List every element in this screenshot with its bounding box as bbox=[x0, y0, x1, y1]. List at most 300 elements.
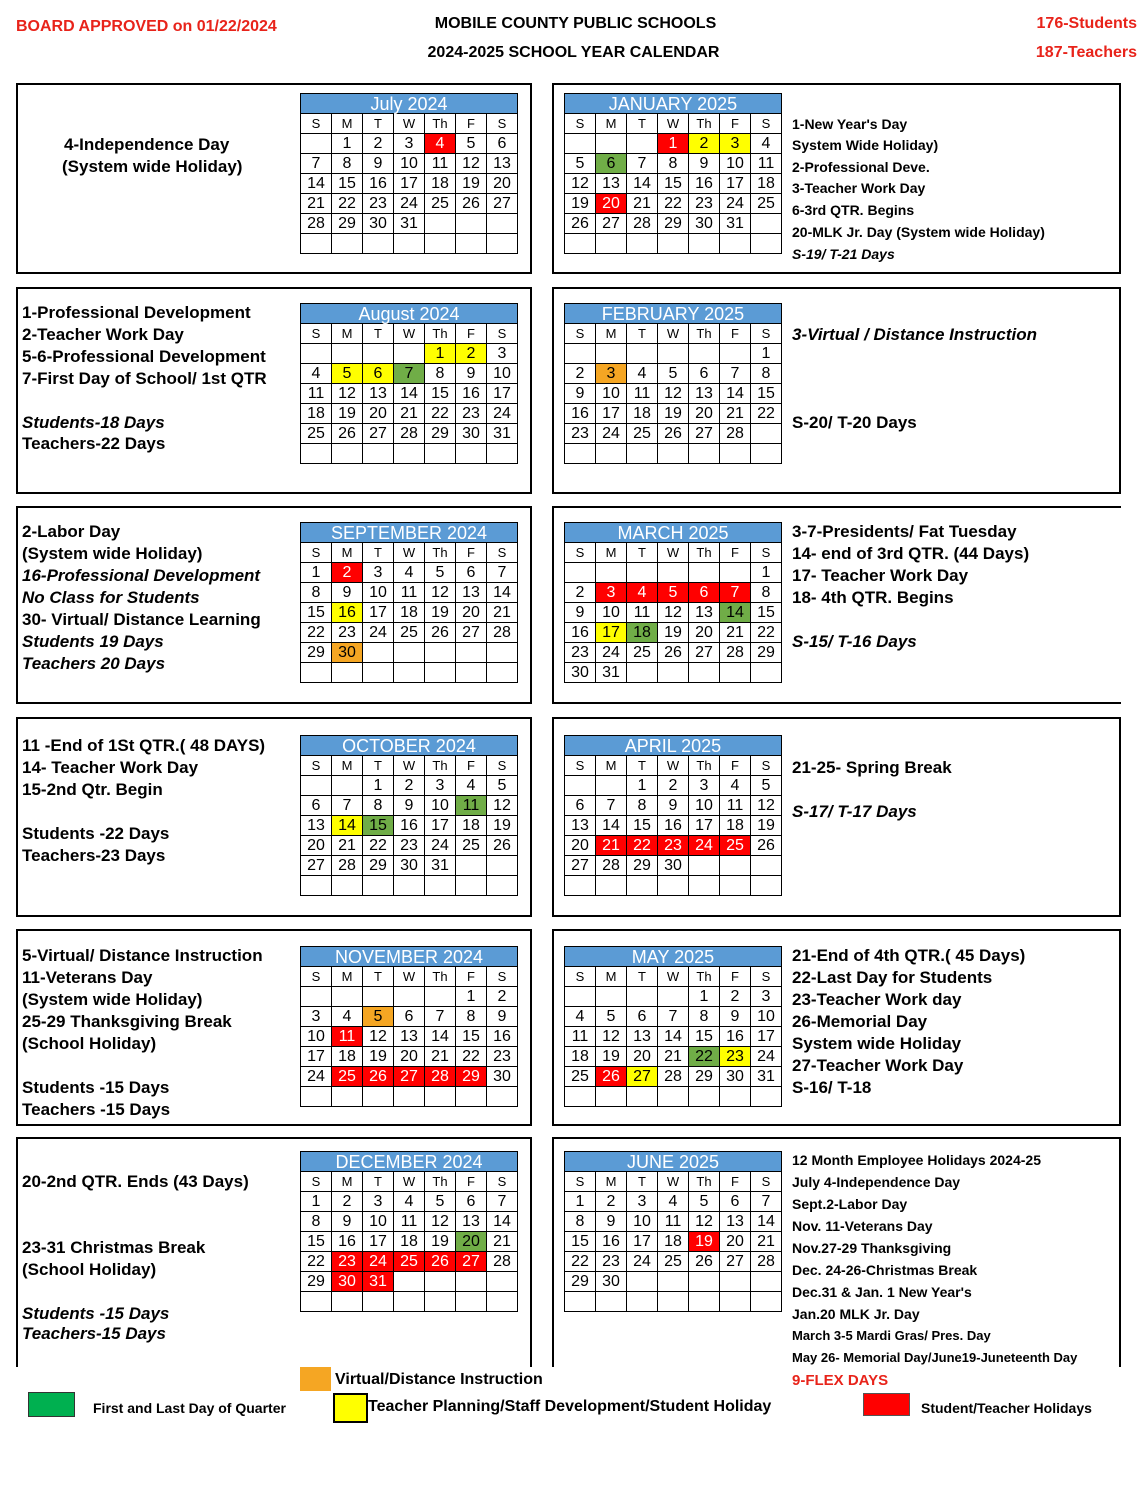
empty-cell bbox=[658, 1292, 689, 1312]
day-header: T bbox=[363, 756, 394, 776]
day-cell: 19 bbox=[363, 1047, 394, 1067]
day-cell: 30 bbox=[332, 1272, 363, 1292]
legend-swatch-planning bbox=[333, 1393, 368, 1423]
empty-cell bbox=[720, 876, 751, 896]
calendar-dec bbox=[300, 1151, 518, 1312]
day-cell: 5 bbox=[487, 776, 518, 796]
note-sep-4: 30- Virtual/ Distance Learning bbox=[22, 610, 261, 629]
day-cell: 10 bbox=[596, 384, 627, 404]
day-cell: 13 bbox=[596, 174, 627, 194]
day-cell: 20 bbox=[596, 194, 627, 214]
day-cell: 14 bbox=[487, 583, 518, 603]
day-cell: 20 bbox=[394, 1047, 425, 1067]
month-title-jan: JANUARY 2025 bbox=[564, 93, 782, 113]
empty-cell bbox=[487, 444, 518, 464]
day-cell: 8 bbox=[658, 154, 689, 174]
day-cell: 31 bbox=[425, 856, 456, 876]
day-cell: 12 bbox=[751, 796, 782, 816]
legend-swatch-virtual bbox=[300, 1367, 331, 1391]
day-cell: 15 bbox=[332, 174, 363, 194]
week-row bbox=[301, 154, 518, 174]
note-aug-3: 7-First Day of School/ 1st QTR bbox=[22, 369, 267, 388]
month-title-dec: DECEMBER 2024 bbox=[300, 1151, 518, 1171]
note-jun-6: Dec.31 & Jan. 1 New Year's bbox=[792, 1284, 972, 1300]
note-jun-4: Nov.27-29 Thanksgiving bbox=[792, 1240, 952, 1256]
day-cell: 2 bbox=[565, 364, 596, 384]
day-cell: 6 bbox=[596, 154, 627, 174]
note-dec-2: (School Holiday) bbox=[22, 1260, 157, 1279]
empty-cell bbox=[689, 344, 720, 364]
page-title: MOBILE COUNTY PUBLIC SCHOOLS bbox=[434, 15, 717, 32]
day-cell: 14 bbox=[425, 1027, 456, 1047]
empty-cell bbox=[487, 856, 518, 876]
day-cell: 8 bbox=[332, 154, 363, 174]
day-cell: 25 bbox=[332, 1067, 363, 1087]
day-cell: 2 bbox=[720, 987, 751, 1007]
day-cell: 2 bbox=[565, 583, 596, 603]
day-cell: 28 bbox=[627, 214, 658, 234]
day-cell: 12 bbox=[363, 1027, 394, 1047]
day-cell: 26 bbox=[751, 836, 782, 856]
day-cell: 9 bbox=[394, 796, 425, 816]
note-jan-5: 20-MLK Jr. Day (System wide Holiday) bbox=[792, 224, 1045, 240]
week-row bbox=[301, 776, 518, 796]
day-cell: 23 bbox=[456, 404, 487, 424]
empty-cell bbox=[596, 563, 627, 583]
note-jan-3: 3-Teacher Work Day bbox=[792, 180, 926, 196]
note-mar-0: 3-7-Presidents/ Fat Tuesday bbox=[792, 522, 1017, 541]
week-row bbox=[565, 563, 782, 583]
day-cell: 4 bbox=[565, 1007, 596, 1027]
day-cell: 27 bbox=[456, 1252, 487, 1272]
day-cell: 6 bbox=[689, 364, 720, 384]
day-cell: 23 bbox=[565, 643, 596, 663]
day-cell: 27 bbox=[565, 856, 596, 876]
day-cell: 8 bbox=[751, 583, 782, 603]
empty-cell bbox=[394, 444, 425, 464]
note-dec-3: Students -15 Days bbox=[22, 1304, 170, 1323]
day-cell: 3 bbox=[394, 134, 425, 154]
day-cell: 17 bbox=[596, 404, 627, 424]
empty-cell bbox=[487, 214, 518, 234]
day-cell: 24 bbox=[751, 1047, 782, 1067]
empty-cell bbox=[487, 663, 518, 683]
day-cell: 1 bbox=[689, 987, 720, 1007]
day-cell: 9 bbox=[565, 384, 596, 404]
note-nov-0: 5-Virtual/ Distance Instruction bbox=[22, 946, 263, 965]
empty-cell bbox=[658, 444, 689, 464]
day-cell: 22 bbox=[456, 1047, 487, 1067]
day-cell: 1 bbox=[301, 1192, 332, 1212]
day-cell: 12 bbox=[658, 384, 689, 404]
note-mar-4: S-15/ T-16 Days bbox=[792, 632, 917, 651]
day-header: T bbox=[363, 543, 394, 563]
month-title-may: MAY 2025 bbox=[564, 946, 782, 966]
day-header: F bbox=[456, 324, 487, 344]
week-row bbox=[565, 154, 782, 174]
empty-cell bbox=[565, 563, 596, 583]
empty-cell bbox=[425, 643, 456, 663]
day-cell: 14 bbox=[751, 1212, 782, 1232]
day-cell: 9 bbox=[363, 154, 394, 174]
empty-cell bbox=[456, 643, 487, 663]
day-cell: 9 bbox=[689, 154, 720, 174]
day-header: T bbox=[627, 967, 658, 987]
calendar-grid bbox=[564, 542, 782, 683]
day-cell: 22 bbox=[751, 623, 782, 643]
day-cell: 19 bbox=[487, 816, 518, 836]
day-cell: 8 bbox=[301, 1212, 332, 1232]
day-cell: 9 bbox=[332, 1212, 363, 1232]
day-cell: 4 bbox=[394, 1192, 425, 1212]
day-header: T bbox=[627, 1172, 658, 1192]
empty-cell bbox=[596, 234, 627, 254]
day-cell: 6 bbox=[301, 796, 332, 816]
day-cell: 9 bbox=[332, 583, 363, 603]
day-cell: 7 bbox=[487, 1192, 518, 1212]
day-header: T bbox=[627, 114, 658, 134]
calendar-grid bbox=[564, 113, 782, 254]
day-header: F bbox=[720, 756, 751, 776]
day-cell: 28 bbox=[720, 424, 751, 444]
day-header: W bbox=[394, 756, 425, 776]
day-header: T bbox=[363, 114, 394, 134]
empty-cell bbox=[301, 134, 332, 154]
day-cell: 22 bbox=[301, 1252, 332, 1272]
note-jun-9: May 26- Memorial Day/June19-Juneteenth Day bbox=[792, 1350, 1078, 1365]
day-cell: 25 bbox=[720, 836, 751, 856]
week-row bbox=[565, 1192, 782, 1212]
week-row bbox=[301, 1212, 518, 1232]
day-cell: 10 bbox=[363, 1212, 394, 1232]
day-cell: 18 bbox=[301, 404, 332, 424]
day-cell: 5 bbox=[689, 1192, 720, 1212]
note-aug-4: Students-18 Days bbox=[22, 413, 165, 432]
day-cell: 24 bbox=[596, 424, 627, 444]
day-cell: 19 bbox=[456, 174, 487, 194]
day-cell: 16 bbox=[332, 603, 363, 623]
day-header: S bbox=[751, 114, 782, 134]
calendar-jun bbox=[564, 1151, 782, 1312]
day-cell: 12 bbox=[425, 583, 456, 603]
empty-cell bbox=[751, 1292, 782, 1312]
day-cell: 18 bbox=[627, 404, 658, 424]
note-jan-1: System Wide Holiday) bbox=[792, 137, 939, 153]
legend-planning-label: Teacher Planning/Staff Development/Student Holiday bbox=[368, 1398, 772, 1415]
day-cell: 24 bbox=[394, 194, 425, 214]
empty-cell bbox=[751, 856, 782, 876]
day-cell: 10 bbox=[751, 1007, 782, 1027]
empty-cell bbox=[301, 987, 332, 1007]
day-header: S bbox=[487, 756, 518, 776]
day-cell: 6 bbox=[363, 364, 394, 384]
empty-cell bbox=[363, 444, 394, 464]
day-cell: 19 bbox=[751, 816, 782, 836]
day-cell: 3 bbox=[751, 987, 782, 1007]
day-cell: 15 bbox=[751, 384, 782, 404]
calendar-aug bbox=[300, 303, 518, 464]
day-cell: 8 bbox=[425, 364, 456, 384]
note-nov-3: 25-29 Thanksgiving Break bbox=[22, 1012, 232, 1031]
empty-cell bbox=[394, 663, 425, 683]
day-cell: 5 bbox=[658, 583, 689, 603]
week-row bbox=[565, 987, 782, 1007]
day-cell: 18 bbox=[751, 174, 782, 194]
day-cell: 26 bbox=[425, 1252, 456, 1272]
empty-cell bbox=[565, 876, 596, 896]
day-cell: 24 bbox=[627, 1252, 658, 1272]
empty-cell bbox=[487, 1292, 518, 1312]
day-cell: 25 bbox=[456, 836, 487, 856]
day-header: S bbox=[301, 324, 332, 344]
day-cell: 1 bbox=[658, 134, 689, 154]
day-cell: 6 bbox=[720, 1192, 751, 1212]
note-nov-6: Teachers -15 Days bbox=[22, 1100, 171, 1119]
day-header: Th bbox=[425, 967, 456, 987]
day-header: F bbox=[720, 114, 751, 134]
calendar-jul bbox=[300, 93, 518, 254]
empty-cell bbox=[751, 424, 782, 444]
day-cell: 4 bbox=[720, 776, 751, 796]
day-header: W bbox=[658, 543, 689, 563]
empty-cell bbox=[751, 876, 782, 896]
day-cell: 2 bbox=[456, 344, 487, 364]
calendar-nov bbox=[300, 946, 518, 1107]
note-mar-2: 17- Teacher Work Day bbox=[792, 566, 969, 585]
week-row bbox=[565, 1027, 782, 1047]
day-cell: 15 bbox=[363, 816, 394, 836]
empty-cell bbox=[720, 1272, 751, 1292]
empty-cell bbox=[689, 663, 720, 683]
calendar-apr bbox=[564, 735, 782, 896]
week-row bbox=[301, 623, 518, 643]
day-cell: 17 bbox=[720, 174, 751, 194]
day-cell: 16 bbox=[394, 816, 425, 836]
empty-cell bbox=[394, 1087, 425, 1107]
day-cell: 26 bbox=[658, 424, 689, 444]
day-cell: 3 bbox=[301, 1007, 332, 1027]
empty-cell bbox=[565, 776, 596, 796]
day-cell: 14 bbox=[394, 384, 425, 404]
empty-cell bbox=[456, 1292, 487, 1312]
week-row bbox=[565, 623, 782, 643]
day-cell: 26 bbox=[425, 623, 456, 643]
day-cell: 22 bbox=[332, 194, 363, 214]
day-cell: 28 bbox=[658, 1067, 689, 1087]
day-header: M bbox=[332, 756, 363, 776]
day-cell: 3 bbox=[596, 364, 627, 384]
day-cell: 1 bbox=[363, 776, 394, 796]
note-jan-6: S-19/ T-21 Days bbox=[792, 246, 895, 262]
week-row bbox=[301, 194, 518, 214]
day-header: Th bbox=[689, 1172, 720, 1192]
note-oct-0: 11 -End of 1St QTR.( 48 DAYS) bbox=[22, 736, 266, 755]
day-cell: 7 bbox=[487, 563, 518, 583]
day-cell: 4 bbox=[301, 364, 332, 384]
day-header: W bbox=[658, 756, 689, 776]
day-header: S bbox=[565, 1172, 596, 1192]
day-cell: 30 bbox=[332, 643, 363, 663]
note-jan-0: 1-New Year's Day bbox=[792, 116, 908, 132]
day-cell: 9 bbox=[487, 1007, 518, 1027]
day-cell: 20 bbox=[689, 623, 720, 643]
week-row bbox=[301, 583, 518, 603]
day-cell: 7 bbox=[658, 1007, 689, 1027]
day-cell: 26 bbox=[487, 836, 518, 856]
empty-cell bbox=[425, 987, 456, 1007]
day-cell: 23 bbox=[565, 424, 596, 444]
week-row bbox=[301, 856, 518, 876]
day-cell: 7 bbox=[720, 583, 751, 603]
day-cell: 22 bbox=[751, 404, 782, 424]
day-header: M bbox=[332, 543, 363, 563]
day-cell: 27 bbox=[394, 1067, 425, 1087]
empty-cell bbox=[751, 214, 782, 234]
day-cell: 25 bbox=[627, 643, 658, 663]
day-cell: 16 bbox=[332, 1232, 363, 1252]
day-cell: 31 bbox=[363, 1272, 394, 1292]
empty-cell bbox=[565, 344, 596, 364]
day-cell: 27 bbox=[487, 194, 518, 214]
empty-cell bbox=[301, 1087, 332, 1107]
day-cell: 13 bbox=[363, 384, 394, 404]
day-cell: 4 bbox=[751, 134, 782, 154]
empty-cell bbox=[456, 663, 487, 683]
week-row bbox=[565, 1087, 782, 1107]
day-cell: 14 bbox=[332, 816, 363, 836]
day-cell: 31 bbox=[596, 663, 627, 683]
day-cell: 28 bbox=[487, 623, 518, 643]
day-cell: 25 bbox=[425, 194, 456, 214]
day-cell: 12 bbox=[332, 384, 363, 404]
day-cell: 1 bbox=[565, 1192, 596, 1212]
day-cell: 31 bbox=[394, 214, 425, 234]
day-cell: 17 bbox=[751, 1027, 782, 1047]
day-header: S bbox=[301, 967, 332, 987]
day-cell: 5 bbox=[425, 563, 456, 583]
month-title-sep: SEPTEMBER 2024 bbox=[300, 522, 518, 542]
day-cell: 23 bbox=[363, 194, 394, 214]
day-cell: 23 bbox=[394, 836, 425, 856]
empty-cell bbox=[720, 344, 751, 364]
month-title-jun: JUNE 2025 bbox=[564, 1151, 782, 1171]
note-mar-1: 14- end of 3rd QTR. (44 Days) bbox=[792, 544, 1030, 563]
day-cell: 30 bbox=[565, 663, 596, 683]
empty-cell bbox=[565, 234, 596, 254]
empty-cell bbox=[565, 444, 596, 464]
empty-cell bbox=[596, 987, 627, 1007]
week-row bbox=[565, 404, 782, 424]
note-jul-1: (System wide Holiday) bbox=[62, 157, 243, 176]
day-cell: 19 bbox=[332, 404, 363, 424]
note-nov-5: Students -15 Days bbox=[22, 1078, 170, 1097]
week-row bbox=[301, 1027, 518, 1047]
day-cell: 29 bbox=[301, 643, 332, 663]
day-cell: 16 bbox=[658, 816, 689, 836]
day-cell: 2 bbox=[363, 134, 394, 154]
day-cell: 14 bbox=[658, 1027, 689, 1047]
day-header: F bbox=[456, 114, 487, 134]
day-header: T bbox=[363, 967, 394, 987]
empty-cell bbox=[720, 234, 751, 254]
day-cell: 31 bbox=[720, 214, 751, 234]
note-jun-8: March 3-5 Mardi Gras/ Pres. Day bbox=[792, 1328, 991, 1343]
empty-cell bbox=[627, 1272, 658, 1292]
day-cell: 3 bbox=[596, 583, 627, 603]
day-cell: 29 bbox=[425, 424, 456, 444]
empty-cell bbox=[425, 1272, 456, 1292]
day-cell: 26 bbox=[332, 424, 363, 444]
day-cell: 17 bbox=[487, 384, 518, 404]
day-cell: 11 bbox=[751, 154, 782, 174]
day-cell: 26 bbox=[658, 643, 689, 663]
day-cell: 9 bbox=[658, 796, 689, 816]
empty-cell bbox=[720, 1292, 751, 1312]
legend-swatch-quarter bbox=[28, 1392, 75, 1417]
day-cell: 18 bbox=[425, 174, 456, 194]
day-header: M bbox=[332, 1172, 363, 1192]
week-row bbox=[301, 643, 518, 663]
day-cell: 22 bbox=[689, 1047, 720, 1067]
day-header: S bbox=[565, 114, 596, 134]
week-row bbox=[301, 987, 518, 1007]
empty-cell bbox=[627, 563, 658, 583]
note-aug-1: 2-Teacher Work Day bbox=[22, 325, 184, 344]
note-jan-4: 6-3rd QTR. Begins bbox=[792, 202, 915, 218]
note-oct-3: Students -22 Days bbox=[22, 824, 170, 843]
note-may-2: 23-Teacher Work day bbox=[792, 990, 962, 1009]
empty-cell bbox=[425, 1292, 456, 1312]
week-row bbox=[301, 1087, 518, 1107]
empty-cell bbox=[658, 1272, 689, 1292]
day-cell: 7 bbox=[425, 1007, 456, 1027]
week-row bbox=[565, 663, 782, 683]
day-cell: 1 bbox=[425, 344, 456, 364]
day-header: F bbox=[456, 1172, 487, 1192]
day-header: W bbox=[394, 324, 425, 344]
day-cell: 2 bbox=[332, 563, 363, 583]
day-cell: 11 bbox=[627, 384, 658, 404]
day-header: T bbox=[363, 324, 394, 344]
day-cell: 13 bbox=[627, 1027, 658, 1047]
week-row bbox=[565, 344, 782, 364]
day-cell: 14 bbox=[596, 816, 627, 836]
week-row bbox=[565, 816, 782, 836]
day-cell: 13 bbox=[301, 816, 332, 836]
day-cell: 14 bbox=[487, 1212, 518, 1232]
day-header: S bbox=[751, 324, 782, 344]
empty-cell bbox=[394, 234, 425, 254]
day-cell: 28 bbox=[425, 1067, 456, 1087]
day-header: S bbox=[301, 1172, 332, 1192]
day-cell: 26 bbox=[456, 194, 487, 214]
week-row bbox=[565, 1292, 782, 1312]
day-cell: 23 bbox=[332, 623, 363, 643]
day-header: T bbox=[627, 324, 658, 344]
day-header: Th bbox=[689, 324, 720, 344]
empty-cell bbox=[720, 1087, 751, 1107]
day-cell: 27 bbox=[720, 1252, 751, 1272]
week-row bbox=[565, 1272, 782, 1292]
day-cell: 22 bbox=[658, 194, 689, 214]
day-cell: 8 bbox=[301, 583, 332, 603]
day-cell: 25 bbox=[627, 424, 658, 444]
day-cell: 10 bbox=[301, 1027, 332, 1047]
day-cell: 11 bbox=[394, 1212, 425, 1232]
week-row bbox=[565, 424, 782, 444]
day-cell: 29 bbox=[301, 1272, 332, 1292]
week-row bbox=[301, 1067, 518, 1087]
